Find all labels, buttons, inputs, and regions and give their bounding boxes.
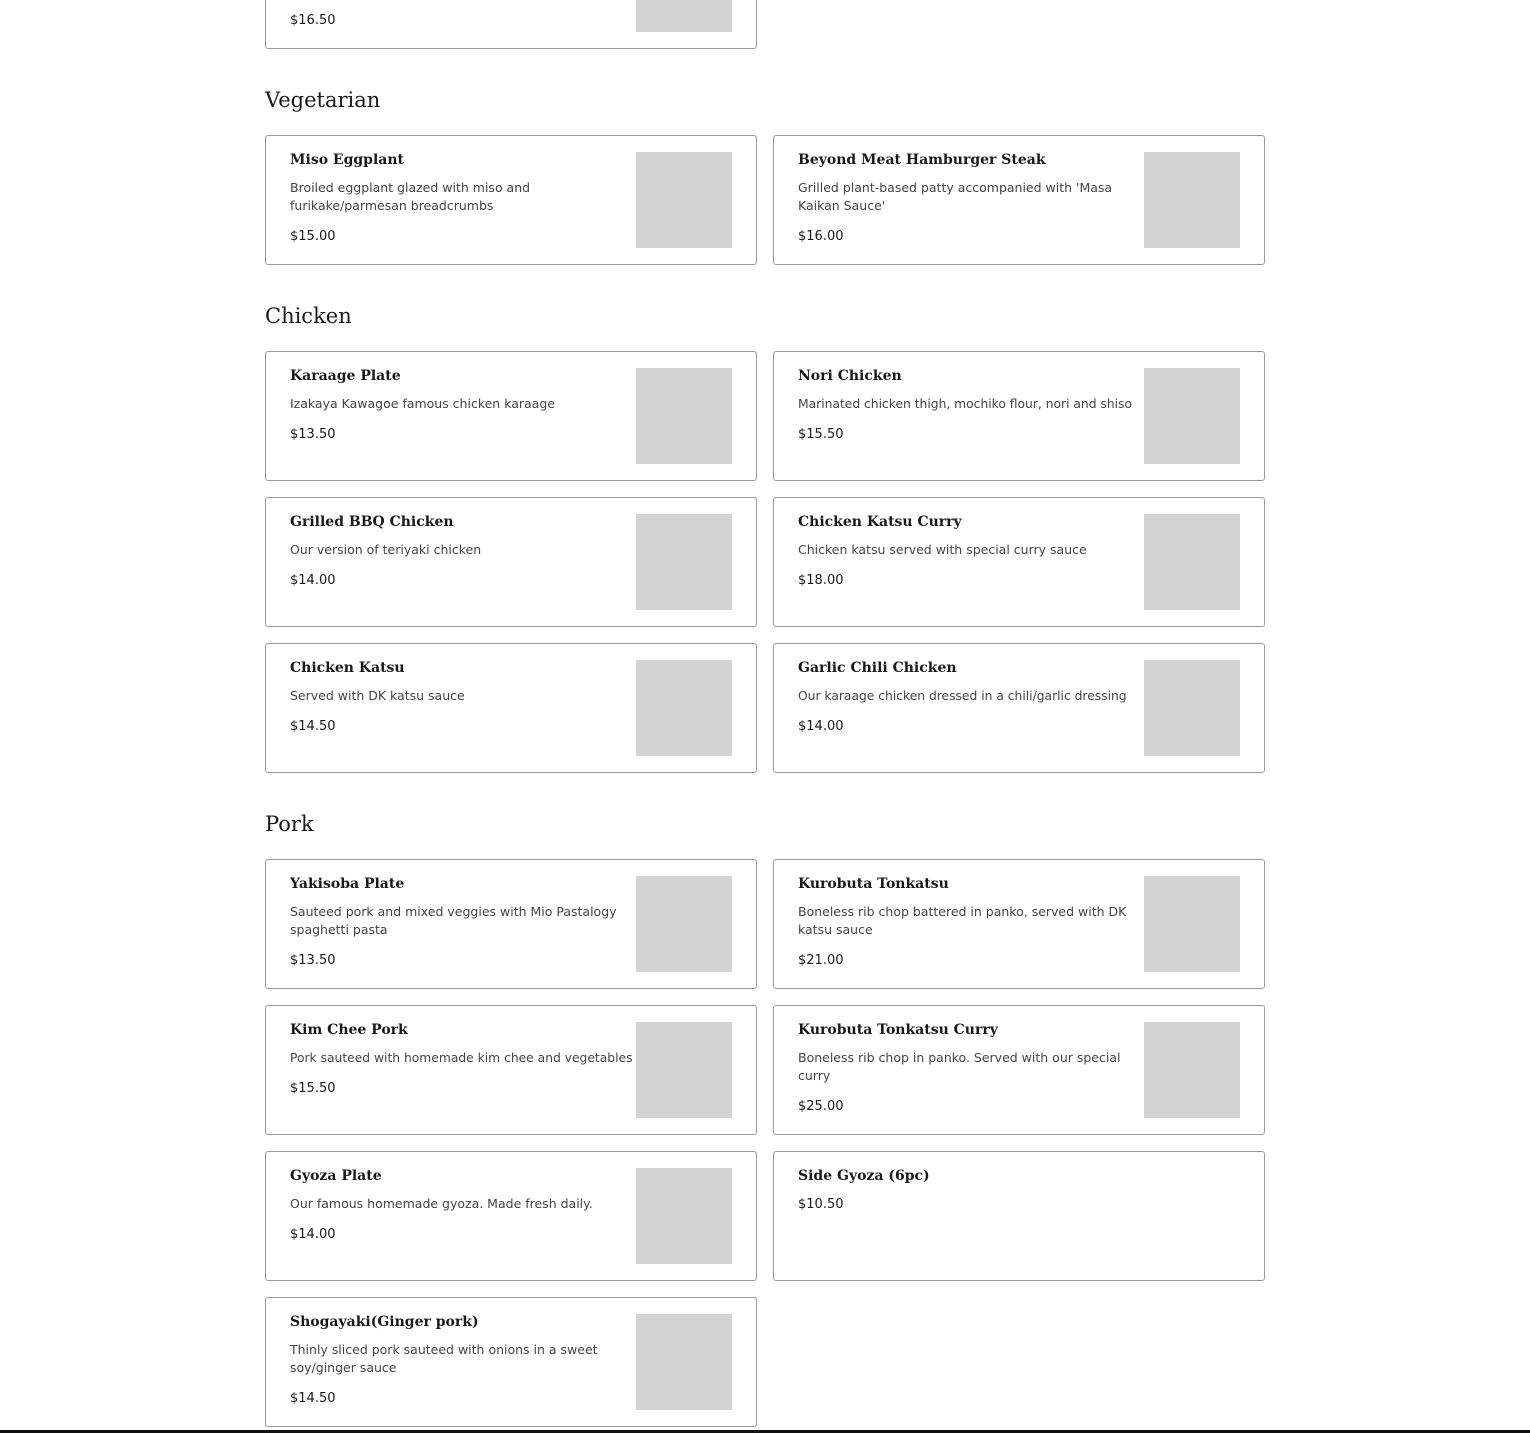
menu-item-image xyxy=(636,1022,732,1118)
menu-item-card[interactable] xyxy=(265,1151,757,1281)
menu-item-description: Izakaya Kawagoe famous chicken karaage xyxy=(290,396,555,411)
menu-item-image xyxy=(1144,1022,1240,1118)
menu-item-card[interactable] xyxy=(265,0,757,49)
menu-item-price: $14.50 xyxy=(290,1391,336,1406)
menu-item-description: Broiled eggplant glazed with miso and furikake/parmesan breadcrumbs xyxy=(290,180,531,213)
menu-item-description: Grilled plant-based patty accompanied with 'Masa Kaikan Sauce' xyxy=(798,180,1113,213)
menu-item-price: $13.50 xyxy=(290,953,336,968)
menu-item-image xyxy=(636,1314,732,1410)
menu-item-price: $25.00 xyxy=(798,1099,844,1114)
menu-item-price: $14.00 xyxy=(290,1227,336,1242)
section-title-vegetarian: Vegetarian xyxy=(265,88,381,112)
menu-item-name: Kim Chee Pork xyxy=(290,1022,408,1038)
menu-item-name: Beyond Meat Hamburger Steak xyxy=(798,152,1046,168)
menu-item-price: $13.50 xyxy=(290,427,336,442)
menu-item-description: Served with DK katsu sauce xyxy=(290,688,465,703)
menu-item-image xyxy=(636,514,732,610)
menu-item-name: Chicken Katsu xyxy=(290,660,405,676)
menu-item-name: Shogayaki(Ginger pork) xyxy=(290,1314,479,1330)
menu-item-name: Side Gyoza (6pc) xyxy=(798,1168,930,1184)
menu-item-description: Our version of teriyaki chicken xyxy=(290,542,482,557)
menu-item-card[interactable] xyxy=(265,859,757,989)
menu-item-card[interactable] xyxy=(773,497,1265,627)
menu-item-price: $14.00 xyxy=(290,573,336,588)
menu-item-image xyxy=(636,1168,732,1264)
menu-item-image xyxy=(1144,876,1240,972)
menu-item-price: $15.00 xyxy=(290,229,336,244)
menu-item-description: Thinly sliced pork sauteed with onions in a sweet soy/ginger sauce xyxy=(290,1342,598,1375)
menu-item-name: Miso Eggplant xyxy=(290,152,404,168)
menu-item-card[interactable] xyxy=(773,859,1265,989)
menu-item-description: Pork sauteed with homemade kim chee and vegetables xyxy=(290,1051,633,1065)
menu-item-name: Chicken Katsu Curry xyxy=(798,514,962,530)
menu-item-price: $15.50 xyxy=(290,1081,336,1096)
menu-item-description: Boneless rib chop in panko. Served with our special curry xyxy=(798,1050,1121,1083)
menu-item-name: Kurobuta Tonkatsu xyxy=(798,876,949,892)
menu-item-image xyxy=(636,152,732,248)
menu-item-name: Gyoza Plate xyxy=(290,1168,382,1184)
menu-item-description: Sauteed pork and mixed veggies with Mio Pastalogy spaghetti pasta xyxy=(290,904,617,937)
menu-item-card[interactable] xyxy=(773,351,1265,481)
menu-item-name: Nori Chicken xyxy=(798,368,902,384)
menu-item-image xyxy=(636,368,732,464)
menu-item-card[interactable] xyxy=(773,1151,1265,1281)
menu-item-card[interactable] xyxy=(265,351,757,481)
menu-item-image xyxy=(1144,368,1240,464)
menu-item-price: $16.50 xyxy=(290,13,336,28)
menu-item-price: $14.50 xyxy=(290,719,336,734)
menu-item-price: $15.50 xyxy=(798,427,844,442)
menu-item-image xyxy=(636,660,732,756)
menu-item-price: $10.50 xyxy=(798,1197,844,1212)
section-title-chicken: Chicken xyxy=(265,304,352,328)
menu-item-price: $16.00 xyxy=(798,229,844,244)
menu-item-description: Chicken katsu served with special curry sauce xyxy=(798,542,1087,557)
menu-item-name: Garlic Chili Chicken xyxy=(798,660,957,676)
menu-item-name: Karaage Plate xyxy=(290,368,401,384)
menu-item-image xyxy=(1144,660,1240,756)
menu-item-price: $14.00 xyxy=(798,719,844,734)
menu-item-card[interactable] xyxy=(265,497,757,627)
menu-item-image xyxy=(636,876,732,972)
menu-item-name: Yakisoba Plate xyxy=(290,876,405,892)
menu-item-image xyxy=(1144,152,1240,248)
menu-item-card[interactable] xyxy=(773,135,1265,265)
menu-item-card[interactable] xyxy=(265,643,757,773)
section-title-pork: Pork xyxy=(265,812,314,836)
menu-item-name: Kurobuta Tonkatsu Curry xyxy=(798,1022,998,1038)
menu-item-description: Boneless rib chop battered in panko, served with DK katsu sauce xyxy=(798,904,1127,937)
menu-item-description: Our karaage chicken dressed in a chili/garlic dressing xyxy=(798,689,1127,703)
menu-item-price: $18.00 xyxy=(798,573,844,588)
menu-item-card[interactable] xyxy=(773,643,1265,773)
menu-item-description: Our famous homemade gyoza. Made fresh daily. xyxy=(290,1196,593,1211)
menu-item-card[interactable] xyxy=(773,1005,1265,1135)
menu-item-card[interactable] xyxy=(265,1005,757,1135)
menu-item-card[interactable] xyxy=(265,135,757,265)
menu-item-card[interactable] xyxy=(265,1297,757,1427)
menu-item-description: Marinated chicken thigh, mochiko flour, nori and shiso xyxy=(798,397,1132,411)
menu-item-price: $21.00 xyxy=(798,953,844,968)
menu-item-name: Grilled BBQ Chicken xyxy=(290,514,454,530)
menu-item-image xyxy=(1144,514,1240,610)
menu-item-image xyxy=(636,0,732,32)
